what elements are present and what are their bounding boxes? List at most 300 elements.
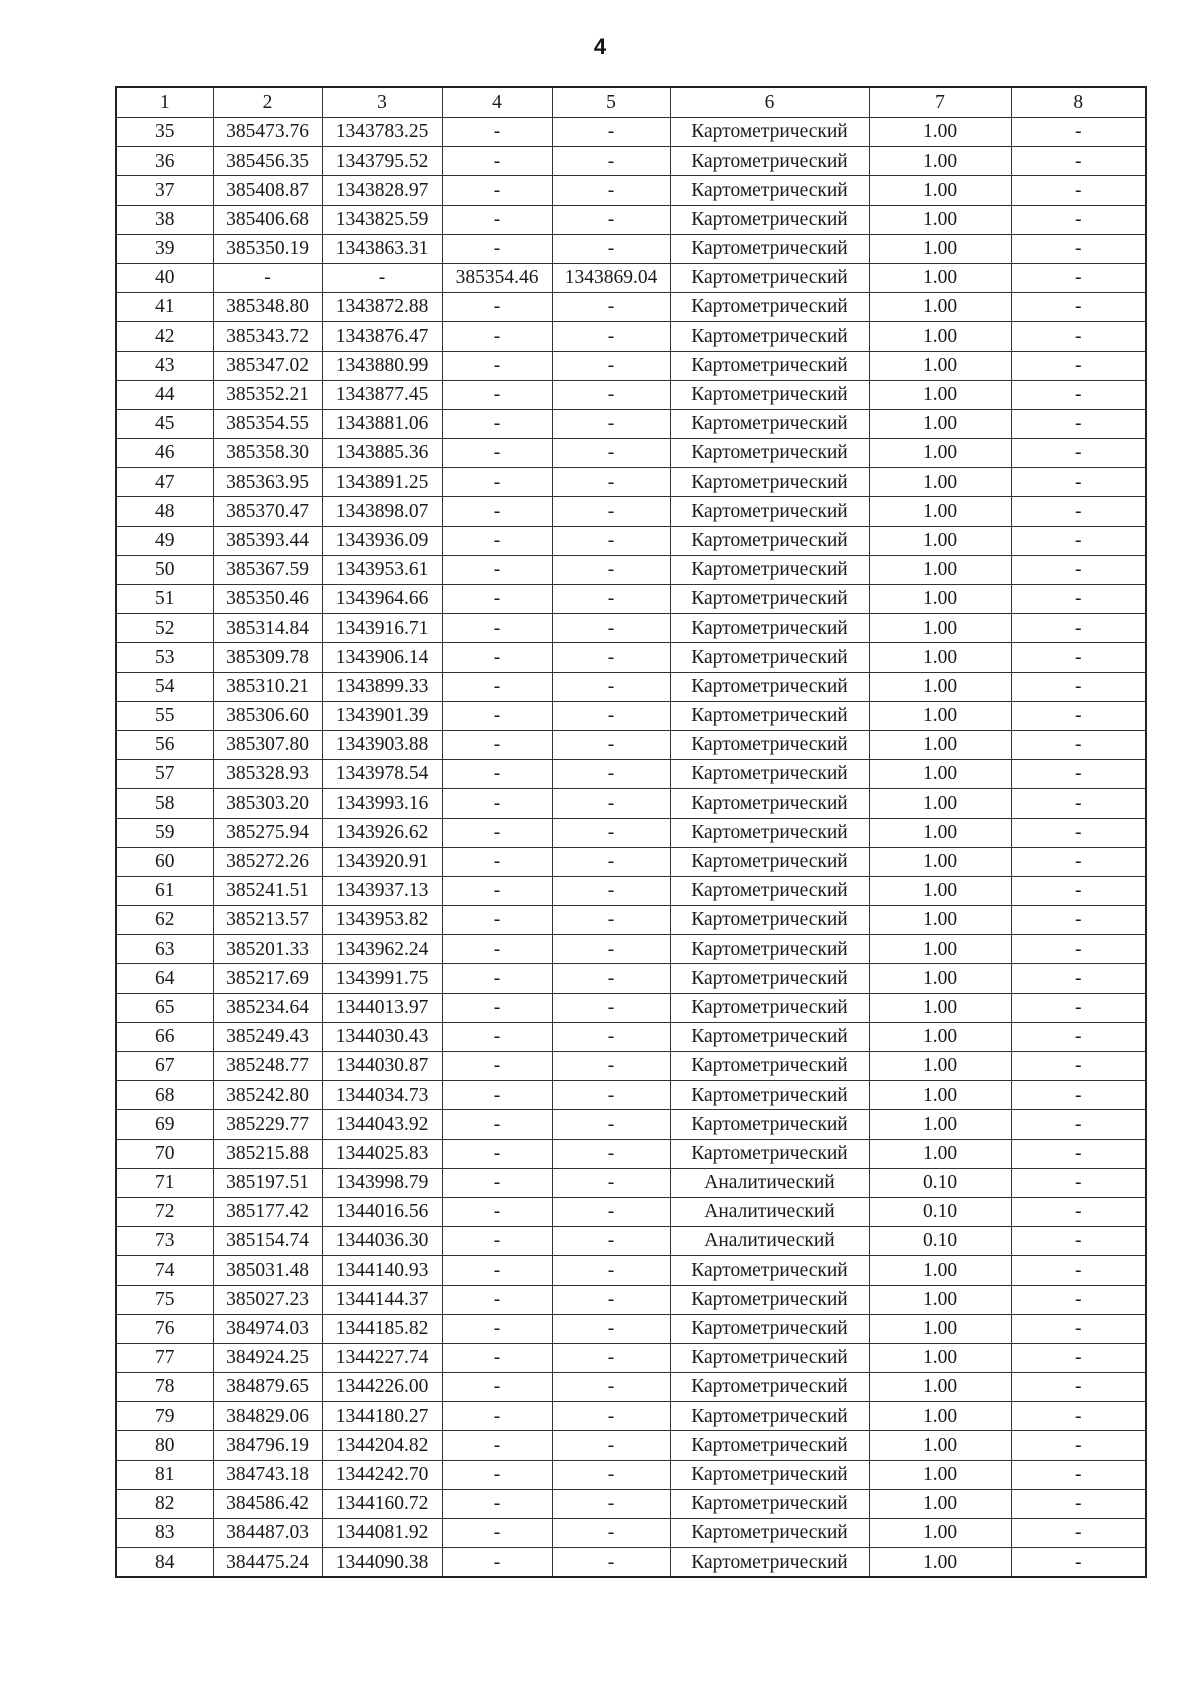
- precision-cell: 1.00: [869, 555, 1011, 584]
- point-number-cell: 50: [116, 555, 213, 584]
- method-cell: Картометрический: [670, 1110, 869, 1139]
- description-cell: -: [1011, 1431, 1146, 1460]
- precision-cell: 1.00: [869, 1431, 1011, 1460]
- y-coordinate-cell: 1343901.39: [322, 701, 442, 730]
- y-new-coordinate-cell: -: [552, 876, 670, 905]
- description-cell: -: [1011, 1373, 1146, 1402]
- y-new-coordinate-cell: -: [552, 1373, 670, 1402]
- description-cell: -: [1011, 876, 1146, 905]
- y-new-coordinate-cell: -: [552, 760, 670, 789]
- point-number-cell: 69: [116, 1110, 213, 1139]
- point-number-cell: 53: [116, 643, 213, 672]
- description-cell: -: [1011, 293, 1146, 322]
- x-new-coordinate-cell: -: [442, 234, 552, 263]
- y-coordinate-cell: 1343881.06: [322, 409, 442, 438]
- point-number-cell: 68: [116, 1081, 213, 1110]
- x-coordinate-cell: 385241.51: [213, 876, 322, 905]
- y-new-coordinate-cell: -: [552, 1081, 670, 1110]
- point-number-cell: 52: [116, 614, 213, 643]
- description-cell: -: [1011, 1343, 1146, 1372]
- method-cell: Картометрический: [670, 409, 869, 438]
- x-new-coordinate-cell: -: [442, 439, 552, 468]
- x-new-coordinate-cell: -: [442, 1431, 552, 1460]
- x-coordinate-cell: 385347.02: [213, 351, 322, 380]
- method-cell: Картометрический: [670, 614, 869, 643]
- precision-cell: 1.00: [869, 468, 1011, 497]
- x-coordinate-cell: 385248.77: [213, 1052, 322, 1081]
- table-row: [116, 1139, 1146, 1168]
- table-row: [116, 1431, 1146, 1460]
- x-new-coordinate-cell: -: [442, 1460, 552, 1489]
- point-number-cell: 75: [116, 1285, 213, 1314]
- point-number-cell: 63: [116, 935, 213, 964]
- method-cell: Аналитический: [670, 1197, 869, 1226]
- y-new-coordinate-cell: -: [552, 1139, 670, 1168]
- x-coordinate-cell: 384829.06: [213, 1402, 322, 1431]
- precision-cell: 1.00: [869, 643, 1011, 672]
- description-cell: -: [1011, 205, 1146, 234]
- description-cell: -: [1011, 1168, 1146, 1197]
- y-coordinate-cell: 1344144.37: [322, 1285, 442, 1314]
- point-number-cell: 79: [116, 1402, 213, 1431]
- x-coordinate-cell: 384796.19: [213, 1431, 322, 1460]
- y-new-coordinate-cell: -: [552, 1519, 670, 1548]
- y-coordinate-cell: 1343936.09: [322, 526, 442, 555]
- y-coordinate-cell: 1343863.31: [322, 234, 442, 263]
- x-new-coordinate-cell: -: [442, 1402, 552, 1431]
- y-new-coordinate-cell: -: [552, 380, 670, 409]
- y-new-coordinate-cell: -: [552, 1343, 670, 1372]
- description-cell: -: [1011, 730, 1146, 759]
- y-coordinate-cell: 1343978.54: [322, 760, 442, 789]
- method-cell: Картометрический: [670, 935, 869, 964]
- x-coordinate-cell: 384487.03: [213, 1519, 322, 1548]
- point-number-cell: 65: [116, 993, 213, 1022]
- method-cell: Картометрический: [670, 876, 869, 905]
- x-new-coordinate-cell: -: [442, 176, 552, 205]
- point-number-cell: 45: [116, 409, 213, 438]
- method-cell: Картометрический: [670, 118, 869, 147]
- point-number-cell: 74: [116, 1256, 213, 1285]
- precision-cell: 1.00: [869, 176, 1011, 205]
- x-coordinate-cell: 385272.26: [213, 847, 322, 876]
- x-coordinate-cell: 385217.69: [213, 964, 322, 993]
- y-coordinate-cell: 1343916.71: [322, 614, 442, 643]
- x-new-coordinate-cell: -: [442, 1139, 552, 1168]
- y-new-coordinate-cell: -: [552, 1285, 670, 1314]
- precision-cell: 1.00: [869, 585, 1011, 614]
- x-coordinate-cell: 385303.20: [213, 789, 322, 818]
- y-new-coordinate-cell: -: [552, 935, 670, 964]
- point-number-cell: 70: [116, 1139, 213, 1168]
- column-header-1: 1: [116, 87, 213, 118]
- table-row: [116, 205, 1146, 234]
- point-number-cell: 56: [116, 730, 213, 759]
- precision-cell: 1.00: [869, 906, 1011, 935]
- table-row: [116, 847, 1146, 876]
- precision-cell: 1.00: [869, 701, 1011, 730]
- y-new-coordinate-cell: -: [552, 1227, 670, 1256]
- y-coordinate-cell: 1343828.97: [322, 176, 442, 205]
- precision-cell: 1.00: [869, 1110, 1011, 1139]
- point-number-cell: 57: [116, 760, 213, 789]
- description-cell: -: [1011, 818, 1146, 847]
- precision-cell: 1.00: [869, 1285, 1011, 1314]
- y-new-coordinate-cell: -: [552, 701, 670, 730]
- point-number-cell: 73: [116, 1227, 213, 1256]
- table-row: [116, 234, 1146, 263]
- method-cell: Картометрический: [670, 468, 869, 497]
- description-cell: -: [1011, 1081, 1146, 1110]
- y-coordinate-cell: 1343953.61: [322, 555, 442, 584]
- point-number-cell: 71: [116, 1168, 213, 1197]
- y-new-coordinate-cell: -: [552, 964, 670, 993]
- precision-cell: 1.00: [869, 1081, 1011, 1110]
- x-coordinate-cell: 385215.88: [213, 1139, 322, 1168]
- y-new-coordinate-cell: -: [552, 906, 670, 935]
- x-new-coordinate-cell: -: [442, 701, 552, 730]
- table-row: [116, 1168, 1146, 1197]
- y-coordinate-cell: 1343903.88: [322, 730, 442, 759]
- column-header-5: 5: [552, 87, 670, 118]
- point-number-cell: 55: [116, 701, 213, 730]
- precision-cell: 0.10: [869, 1227, 1011, 1256]
- description-cell: -: [1011, 614, 1146, 643]
- precision-cell: 1.00: [869, 935, 1011, 964]
- x-new-coordinate-cell: -: [442, 1373, 552, 1402]
- table-row: [116, 906, 1146, 935]
- y-new-coordinate-cell: -: [552, 205, 670, 234]
- description-cell: -: [1011, 322, 1146, 351]
- x-new-coordinate-cell: -: [442, 1081, 552, 1110]
- precision-cell: 1.00: [869, 351, 1011, 380]
- description-cell: -: [1011, 147, 1146, 176]
- x-coordinate-cell: 385393.44: [213, 526, 322, 555]
- y-new-coordinate-cell: -: [552, 585, 670, 614]
- column-header-4: 4: [442, 87, 552, 118]
- description-cell: -: [1011, 118, 1146, 147]
- point-number-cell: 43: [116, 351, 213, 380]
- y-coordinate-cell: 1343872.88: [322, 293, 442, 322]
- point-number-cell: 76: [116, 1314, 213, 1343]
- precision-cell: 1.00: [869, 993, 1011, 1022]
- x-coordinate-cell: 385358.30: [213, 439, 322, 468]
- x-new-coordinate-cell: -: [442, 1227, 552, 1256]
- table-row: [116, 1110, 1146, 1139]
- table-row: [116, 1197, 1146, 1226]
- description-cell: -: [1011, 1489, 1146, 1518]
- x-coordinate-cell: 385348.80: [213, 293, 322, 322]
- y-new-coordinate-cell: -: [552, 614, 670, 643]
- precision-cell: 1.00: [869, 293, 1011, 322]
- precision-cell: 1.00: [869, 1548, 1011, 1578]
- table-row: [116, 672, 1146, 701]
- page-number: 4: [593, 34, 607, 59]
- y-coordinate-cell: 1343906.14: [322, 643, 442, 672]
- description-cell: -: [1011, 1460, 1146, 1489]
- column-header-8: 8: [1011, 87, 1146, 118]
- x-new-coordinate-cell: -: [442, 643, 552, 672]
- y-coordinate-cell: 1343953.82: [322, 906, 442, 935]
- x-coordinate-cell: 385350.19: [213, 234, 322, 263]
- y-coordinate-cell: 1344227.74: [322, 1343, 442, 1372]
- x-coordinate-cell: 385354.55: [213, 409, 322, 438]
- table-row: [116, 614, 1146, 643]
- x-new-coordinate-cell: -: [442, 818, 552, 847]
- precision-cell: 1.00: [869, 1022, 1011, 1051]
- x-coordinate-cell: 385177.42: [213, 1197, 322, 1226]
- precision-cell: 1.00: [869, 1519, 1011, 1548]
- description-cell: -: [1011, 176, 1146, 205]
- y-coordinate-cell: 1343898.07: [322, 497, 442, 526]
- x-coordinate-cell: 385213.57: [213, 906, 322, 935]
- point-number-cell: 62: [116, 906, 213, 935]
- method-cell: Картометрический: [670, 1402, 869, 1431]
- column-header-3: 3: [322, 87, 442, 118]
- x-new-coordinate-cell: 385354.46: [442, 263, 552, 292]
- table-row: [116, 760, 1146, 789]
- method-cell: Картометрический: [670, 1460, 869, 1489]
- table-row: [116, 555, 1146, 584]
- table-row: [116, 1548, 1146, 1578]
- table-row: [116, 1256, 1146, 1285]
- x-new-coordinate-cell: -: [442, 1489, 552, 1518]
- y-new-coordinate-cell: -: [552, 847, 670, 876]
- x-new-coordinate-cell: -: [442, 730, 552, 759]
- description-cell: -: [1011, 672, 1146, 701]
- x-coordinate-cell: 385309.78: [213, 643, 322, 672]
- y-new-coordinate-cell: -: [552, 322, 670, 351]
- point-number-cell: 36: [116, 147, 213, 176]
- precision-cell: 1.00: [869, 818, 1011, 847]
- y-new-coordinate-cell: -: [552, 1052, 670, 1081]
- x-coordinate-cell: 385229.77: [213, 1110, 322, 1139]
- precision-cell: 1.00: [869, 1139, 1011, 1168]
- point-number-cell: 48: [116, 497, 213, 526]
- table-row: [116, 118, 1146, 147]
- table-row: [116, 1081, 1146, 1110]
- point-number-cell: 35: [116, 118, 213, 147]
- y-coordinate-cell: 1343877.45: [322, 380, 442, 409]
- x-coordinate-cell: 385242.80: [213, 1081, 322, 1110]
- x-new-coordinate-cell: -: [442, 555, 552, 584]
- y-new-coordinate-cell: -: [552, 672, 670, 701]
- y-new-coordinate-cell: -: [552, 176, 670, 205]
- x-coordinate-cell: 384586.42: [213, 1489, 322, 1518]
- x-new-coordinate-cell: -: [442, 1343, 552, 1372]
- y-coordinate-cell: 1343993.16: [322, 789, 442, 818]
- x-new-coordinate-cell: -: [442, 993, 552, 1022]
- x-coordinate-cell: 385249.43: [213, 1022, 322, 1051]
- precision-cell: 1.00: [869, 205, 1011, 234]
- precision-cell: 1.00: [869, 409, 1011, 438]
- method-cell: Картометрический: [670, 1431, 869, 1460]
- precision-cell: 1.00: [869, 147, 1011, 176]
- description-cell: -: [1011, 1285, 1146, 1314]
- y-new-coordinate-cell: -: [552, 1489, 670, 1518]
- x-new-coordinate-cell: -: [442, 1110, 552, 1139]
- description-cell: -: [1011, 263, 1146, 292]
- y-coordinate-cell: 1344013.97: [322, 993, 442, 1022]
- table-row: [116, 1227, 1146, 1256]
- method-cell: Картометрический: [670, 847, 869, 876]
- table-row: [116, 935, 1146, 964]
- x-new-coordinate-cell: -: [442, 1197, 552, 1226]
- y-coordinate-cell: 1344185.82: [322, 1314, 442, 1343]
- x-new-coordinate-cell: -: [442, 585, 552, 614]
- description-cell: -: [1011, 351, 1146, 380]
- method-cell: Картометрический: [670, 1343, 869, 1372]
- point-number-cell: 81: [116, 1460, 213, 1489]
- table-row: [116, 497, 1146, 526]
- x-new-coordinate-cell: -: [442, 1022, 552, 1051]
- y-coordinate-cell: 1344025.83: [322, 1139, 442, 1168]
- point-number-cell: 80: [116, 1431, 213, 1460]
- point-number-cell: 59: [116, 818, 213, 847]
- x-new-coordinate-cell: -: [442, 614, 552, 643]
- y-coordinate-cell: 1343899.33: [322, 672, 442, 701]
- point-number-cell: 37: [116, 176, 213, 205]
- description-cell: -: [1011, 935, 1146, 964]
- method-cell: Картометрический: [670, 1285, 869, 1314]
- description-cell: -: [1011, 1314, 1146, 1343]
- point-number-cell: 47: [116, 468, 213, 497]
- method-cell: Картометрический: [670, 818, 869, 847]
- x-new-coordinate-cell: -: [442, 876, 552, 905]
- precision-cell: 1.00: [869, 1402, 1011, 1431]
- y-new-coordinate-cell: -: [552, 1460, 670, 1489]
- description-cell: -: [1011, 1227, 1146, 1256]
- method-cell: Картометрический: [670, 234, 869, 263]
- precision-cell: 1.00: [869, 1460, 1011, 1489]
- x-coordinate-cell: 385328.93: [213, 760, 322, 789]
- precision-cell: 1.00: [869, 730, 1011, 759]
- description-cell: -: [1011, 789, 1146, 818]
- column-header-7: 7: [869, 87, 1011, 118]
- table-row: [116, 789, 1146, 818]
- description-cell: -: [1011, 468, 1146, 497]
- description-cell: -: [1011, 847, 1146, 876]
- y-coordinate-cell: 1344160.72: [322, 1489, 442, 1518]
- description-cell: -: [1011, 1256, 1146, 1285]
- y-new-coordinate-cell: -: [552, 1256, 670, 1285]
- y-new-coordinate-cell: -: [552, 1548, 670, 1578]
- description-cell: -: [1011, 1052, 1146, 1081]
- method-cell: Картометрический: [670, 1256, 869, 1285]
- y-new-coordinate-cell: -: [552, 555, 670, 584]
- y-coordinate-cell: 1344140.93: [322, 1256, 442, 1285]
- x-coordinate-cell: 384974.03: [213, 1314, 322, 1343]
- table-row: [116, 1460, 1146, 1489]
- x-new-coordinate-cell: -: [442, 1548, 552, 1578]
- description-cell: -: [1011, 1139, 1146, 1168]
- precision-cell: 1.00: [869, 439, 1011, 468]
- x-new-coordinate-cell: -: [442, 1168, 552, 1197]
- description-cell: -: [1011, 497, 1146, 526]
- table-row: [116, 701, 1146, 730]
- point-number-cell: 41: [116, 293, 213, 322]
- y-coordinate-cell: 1344030.87: [322, 1052, 442, 1081]
- x-new-coordinate-cell: -: [442, 351, 552, 380]
- x-coordinate-cell: 385197.51: [213, 1168, 322, 1197]
- point-number-cell: 58: [116, 789, 213, 818]
- y-coordinate-cell: 1344034.73: [322, 1081, 442, 1110]
- x-coordinate-cell: 385370.47: [213, 497, 322, 526]
- y-coordinate-cell: 1343783.25: [322, 118, 442, 147]
- method-cell: Картометрический: [670, 351, 869, 380]
- table-row: [116, 1402, 1146, 1431]
- table-row: [116, 818, 1146, 847]
- method-cell: Картометрический: [670, 1519, 869, 1548]
- table-row: [116, 468, 1146, 497]
- point-number-cell: 67: [116, 1052, 213, 1081]
- precision-cell: 1.00: [869, 118, 1011, 147]
- x-coordinate-cell: 384924.25: [213, 1343, 322, 1372]
- x-coordinate-cell: 385310.21: [213, 672, 322, 701]
- y-coordinate-cell: 1343920.91: [322, 847, 442, 876]
- method-cell: Картометрический: [670, 205, 869, 234]
- y-coordinate-cell: 1343964.66: [322, 585, 442, 614]
- description-cell: -: [1011, 643, 1146, 672]
- precision-cell: 1.00: [869, 964, 1011, 993]
- description-cell: -: [1011, 1197, 1146, 1226]
- description-cell: -: [1011, 993, 1146, 1022]
- point-number-cell: 84: [116, 1548, 213, 1578]
- point-number-cell: 66: [116, 1022, 213, 1051]
- method-cell: Картометрический: [670, 789, 869, 818]
- x-coordinate-cell: 385031.48: [213, 1256, 322, 1285]
- method-cell: Картометрический: [670, 526, 869, 555]
- point-number-cell: 83: [116, 1519, 213, 1548]
- y-coordinate-cell: 1344180.27: [322, 1402, 442, 1431]
- x-coordinate-cell: 385314.84: [213, 614, 322, 643]
- y-coordinate-cell: 1343891.25: [322, 468, 442, 497]
- y-new-coordinate-cell: -: [552, 234, 670, 263]
- table-body: [116, 118, 1146, 1578]
- method-cell: Картометрический: [670, 1548, 869, 1578]
- x-new-coordinate-cell: -: [442, 935, 552, 964]
- table-row: [116, 409, 1146, 438]
- table-row: [116, 1489, 1146, 1518]
- precision-cell: 0.10: [869, 1197, 1011, 1226]
- method-cell: Картометрический: [670, 993, 869, 1022]
- x-coordinate-cell: 385350.46: [213, 585, 322, 614]
- y-coordinate-cell: 1343880.99: [322, 351, 442, 380]
- table-row: [116, 263, 1146, 292]
- y-new-coordinate-cell: -: [552, 1110, 670, 1139]
- x-new-coordinate-cell: -: [442, 205, 552, 234]
- x-new-coordinate-cell: -: [442, 322, 552, 351]
- table-row: [116, 964, 1146, 993]
- x-coordinate-cell: 385473.76: [213, 118, 322, 147]
- x-new-coordinate-cell: -: [442, 789, 552, 818]
- y-new-coordinate-cell: -: [552, 293, 670, 322]
- description-cell: -: [1011, 964, 1146, 993]
- x-coordinate-cell: 385201.33: [213, 935, 322, 964]
- precision-cell: 1.00: [869, 760, 1011, 789]
- y-new-coordinate-cell: -: [552, 409, 670, 438]
- y-coordinate-cell: 1343937.13: [322, 876, 442, 905]
- table-row: [116, 730, 1146, 759]
- precision-cell: 1.00: [869, 322, 1011, 351]
- x-new-coordinate-cell: -: [442, 847, 552, 876]
- table-row: [116, 176, 1146, 205]
- x-coordinate-cell: 385352.21: [213, 380, 322, 409]
- y-new-coordinate-cell: -: [552, 1402, 670, 1431]
- x-new-coordinate-cell: -: [442, 293, 552, 322]
- y-new-coordinate-cell: -: [552, 351, 670, 380]
- x-new-coordinate-cell: -: [442, 760, 552, 789]
